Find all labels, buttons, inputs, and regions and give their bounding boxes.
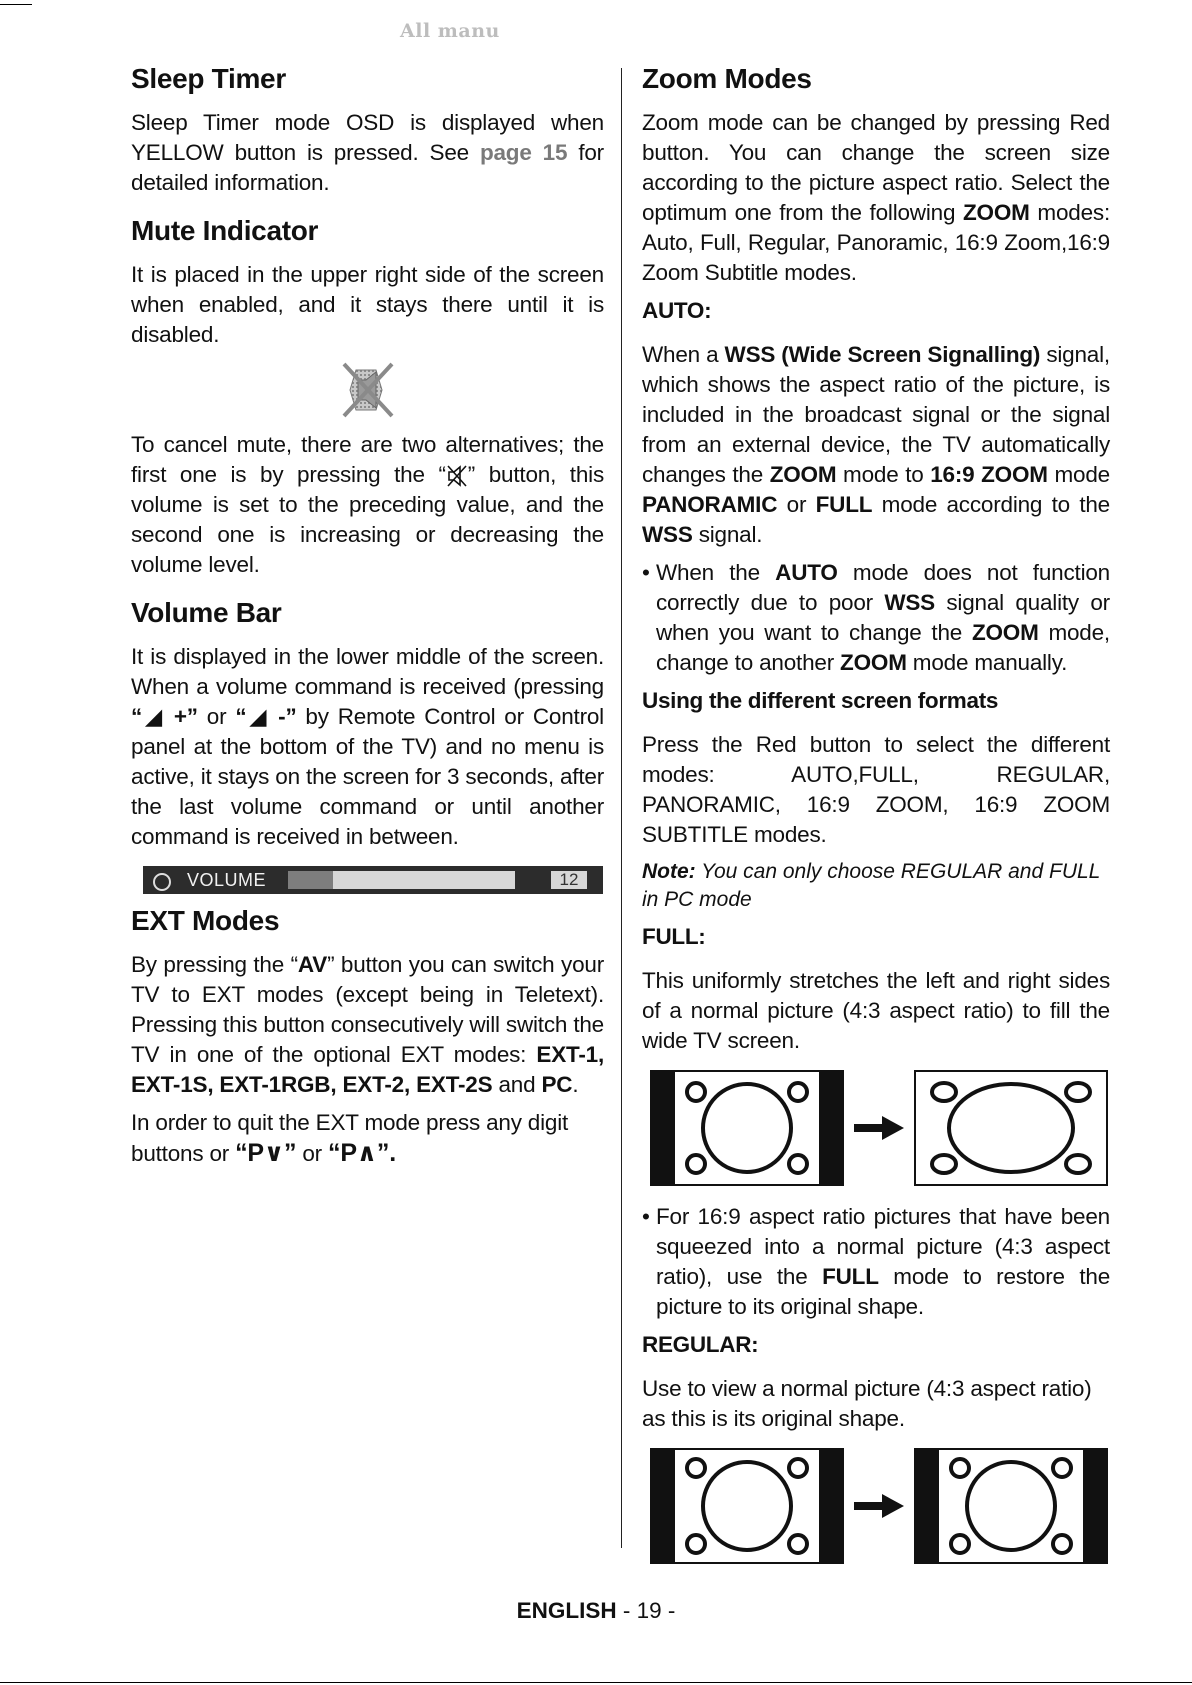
full-mode-diagram — [650, 1070, 1110, 1186]
bottom-rule — [0, 1682, 1192, 1683]
arrow-right-icon — [852, 1491, 906, 1521]
mute-indicator-text: It is placed in the upper right side of the screen when enabled, and it stays there until it is disabled. — [131, 262, 604, 347]
full-heading: FULL: — [642, 924, 706, 949]
volume-minus-label: “◢ -” — [235, 704, 297, 729]
auto-text: When a WSS (Wide Screen Signalling) signal, which shows the aspect ratio of the picture, is included in the broadcast signal or the signal from an external device, the TV automatically changes the ZOOM mode to 16:9 ZOOM mode PANORAMIC or FULL mode according to the WSS signal. — [642, 342, 1110, 547]
regular-source-picture-icon — [650, 1448, 844, 1564]
column-divider — [621, 68, 622, 1548]
sleep-timer-text: Sleep Timer mode OSD is displayed when YELLOW button is pressed. See page 15 for detailed information. — [131, 110, 604, 195]
screen-formats-text: Press the Red button to select the different modes: AUTO,FULL, REGULAR, PANORAMIC, 16:9 ZOOM, 16:9 ZOOM SUBTITLE modes. — [642, 732, 1110, 847]
volume-osd-bar — [143, 866, 603, 894]
widescreen-picture-icon — [914, 1070, 1108, 1186]
volume-plus-label: “◢ +” — [131, 704, 198, 729]
page-footer — [0, 1598, 1192, 1624]
right-column — [642, 60, 1110, 1580]
mute-speaker-icon — [336, 358, 400, 422]
regular-heading: REGULAR: — [642, 1332, 759, 1357]
volume-osd-value: 12 — [551, 871, 587, 889]
screen-formats-heading: Using the different screen formats — [642, 688, 999, 713]
volume-osd-fill — [288, 871, 333, 889]
pillarbox-picture-icon — [650, 1070, 844, 1186]
arrow-right-icon — [852, 1113, 906, 1143]
mute-indicator-image — [131, 358, 604, 422]
zoom-modes-title: Zoom Modes — [642, 63, 812, 94]
mute-indicator-title: Mute Indicator — [131, 215, 319, 246]
left-column — [131, 60, 604, 1169]
full-text: This uniformly stretches the left and right sides of a normal picture (4:3 aspect ratio) to fill the wide TV screen. — [642, 968, 1110, 1053]
footer-language: ENGLISH — [516, 1598, 617, 1623]
page-reference-link[interactable]: page 15 — [479, 140, 568, 165]
regular-text: Use to view a normal picture (4:3 aspect ratio) as this is its original shape. — [642, 1376, 1092, 1431]
footer-page-number: - 19 - — [616, 1598, 676, 1623]
mute-button-icon — [446, 464, 468, 488]
ext-quit-text: In order to quit the EXT mode press any digit buttons or “P∨” or “P∧”. — [131, 1110, 569, 1167]
program-down-label: “P∨” — [235, 1139, 297, 1167]
volume-osd-track — [288, 871, 515, 889]
volume-osd-label: VOLUME — [187, 870, 267, 890]
corner-rule — [0, 4, 32, 5]
auto-bullet: • When the AUTO mode does not function correctly due to poor WSS signal quality or when you want to change the ZOOM mode, change to another ZOOM mode manually. — [642, 560, 1110, 675]
volume-bar-text: It is displayed in the lower middle of the screen. When a volume command is received (pressing “◢ +” or “◢ -” by Remote Control or Control panel at the bottom of the TV) and no menu is active, it stays on the screen for 3 seconds, after the last volume command or until another command is received in between. — [131, 644, 604, 849]
ext-modes-title: EXT Modes — [131, 905, 280, 936]
regular-mode-diagram — [650, 1448, 1110, 1564]
program-up-label: “P∧”. — [328, 1139, 396, 1167]
sleep-timer-title: Sleep Timer — [131, 63, 286, 94]
auto-heading: AUTO: — [642, 298, 712, 323]
full-bullet: • For 16:9 aspect ratio pictures that have been squeezed into a normal picture (4:3 aspect ratio), use the FULL mode to restore the picture to its original shape. — [642, 1204, 1111, 1319]
pc-mode-note: Note: You can only choose REGULAR and FULL in PC mode — [642, 860, 1100, 911]
volume-bar-title: Volume Bar — [131, 597, 282, 628]
ext-modes-text: By pressing the “AV” button you can switch your TV to EXT modes (except being in Teletext). Pressing this button consecutively will switch the TV in one of the optional EXT modes: EXT-1, EXT-1S, EXT-1RGB, EXT-2, EXT-2S and PC. — [131, 952, 604, 1097]
cancel-mute-text: To cancel mute, there are two alternatives; the first one is by pressing the “ ” button, this volume is set to the preceding value, and the second one is increasing or decreasing the volume level. — [131, 432, 604, 577]
volume-knob-icon — [153, 873, 171, 891]
zoom-modes-text: Zoom mode can be changed by pressing Red button. You can change the screen size according to the picture aspect ratio. Select the optimum one from the following ZOOM modes: Auto, Full, Regular, Panoramic, 16:9 Zoom,16:9 Zoom Subtitle modes. — [642, 110, 1110, 285]
watermark: All manu — [400, 20, 500, 42]
regular-result-picture-icon — [914, 1448, 1108, 1564]
